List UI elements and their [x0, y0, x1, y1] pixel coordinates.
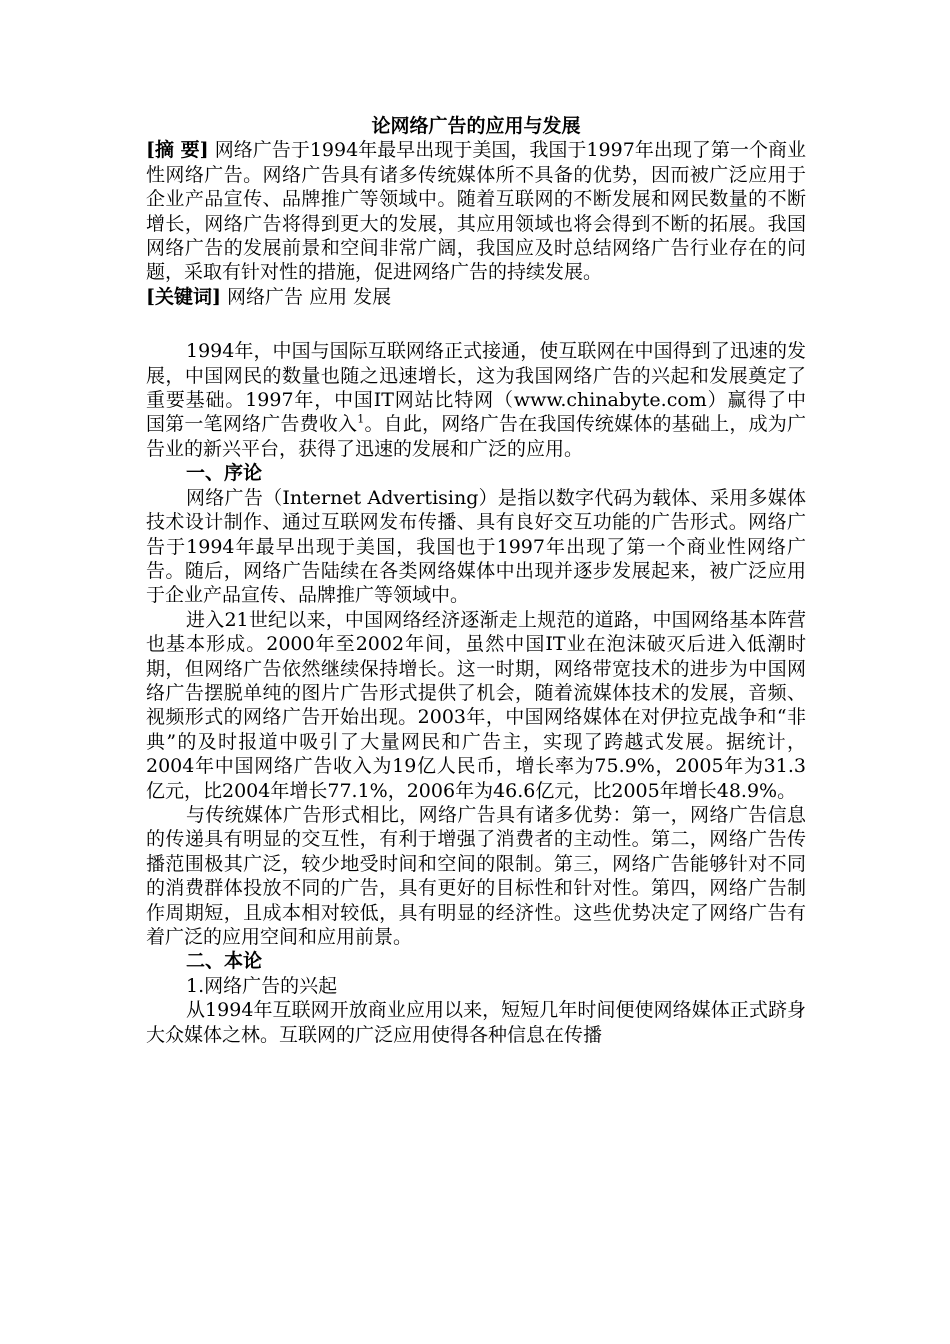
intro-text-b: 。自此，网络广告在我国传统媒体的基础上，成为广告业的新兴平台，获得了迅速的发展和广泛的应用。: [146, 413, 806, 460]
blank-line: [146, 309, 806, 339]
paragraph-rise: 从1994年互联网开放商业应用以来，短短几年时间便使网络媒体正式跻身大众媒体之林。互联网的广泛应用使得各种信息在传播: [146, 999, 806, 1046]
section-heading-intro: 一、序论: [186, 462, 263, 485]
abstract-label: [摘 要]: [146, 139, 209, 162]
document-page: [146, 114, 806, 1047]
paragraph-definition: 网络广告（Internet Advertising）是指以数字代码为载体、采用多媒体技术设计制作、通过互联网发布传播、具有良好交互功能的广告形式。网络广告于1994年最早出现于美国，我国也于1997年出现了第一个商业性网络广告。随后，网络广告陆续在各类网络媒体中出现并逐步发展起来，被广泛应用于企业产品宣传、品牌推广等领域中。: [146, 486, 806, 607]
paragraph-advantages: 与传统媒体广告形式相比，网络广告具有诸多优势：第一，网络广告信息的传递具有明显的交互性，有利于增强了消费者的主动性。第二，网络广告传播范围极其广泛，较少地受时间和空间的限制。第三，网络广告能够针对不同的消费群体投放不同的广告，具有更好的目标性和针对性。第四，网络广告制作周期短，且成本相对较低，具有明显的经济性。这些优势决定了网络广告有着广泛的应用空间和应用前景。: [146, 803, 806, 948]
document-title: 论网络广告的应用与发展: [371, 115, 581, 137]
keywords-text: 网络广告 应用 发展: [227, 285, 392, 308]
intro-paragraph: [146, 339, 806, 461]
paragraph-history: 进入21世纪以来，中国网络经济逐渐走上规范的道路，中国网络基本阵营也基本形成。2000年至2002年间，虽然中国IT业在泡沫破灭后进入低潮时期，但网络广告依然继续保持增长。这一时期，网络带宽技术的进步为中国网络广告摆脱单纯的图片广告形式提供了机会，随着流媒体技术的发展，音频、视频形式的网络广告开始出现。2003年，中国网络媒体在对伊拉克战争和“非典”的及时报道中吸引了大量网民和广告主，实现了跨越式发展。据统计，2004年中国网络广告收入为19亿人民币，增长率为75.9%，2005年为31.3亿元，比2004年增长77.1%，2006年为46.6亿元，比2005年增长48.9%。: [146, 608, 806, 802]
subsection-heading-rise: 1.网络广告的兴起: [186, 974, 338, 997]
keywords: [146, 285, 806, 309]
section-heading-body: 二、本论: [186, 950, 263, 973]
footnote-ref[interactable]: 1: [357, 413, 365, 427]
intro-text-a: 1994年，中国与国际互联网络正式接通，使互联网在中国得到了迅速的发展，中国网民的数量也随之迅速增长，这为我国网络广告的兴起和发展奠定了重要基础。1997年，中国IT网站比特网（www.chinabyte.com）赢得了中国第一笔网络广告费收入: [146, 340, 806, 436]
abstract-text: 网络广告于1994年最早出现于美国，我国于1997年出现了第一个商业性网络广告。网络广告具有诸多传统媒体所不具备的优势，因而被广泛应用于企业产品宣传、品牌推广等领域中。随着互联网的不断发展和网民数量的不断增长，网络广告将得到更大的发展，其应用领域也将会得到不断的拓展。我国网络广告的发展前景和空间非常广阔，我国应及时总结网络广告行业存在的问题，采取有针对性的措施，促进网络广告的持续发展。: [146, 139, 806, 284]
keywords-label: [关键词]: [146, 285, 221, 308]
abstract: [146, 138, 806, 284]
